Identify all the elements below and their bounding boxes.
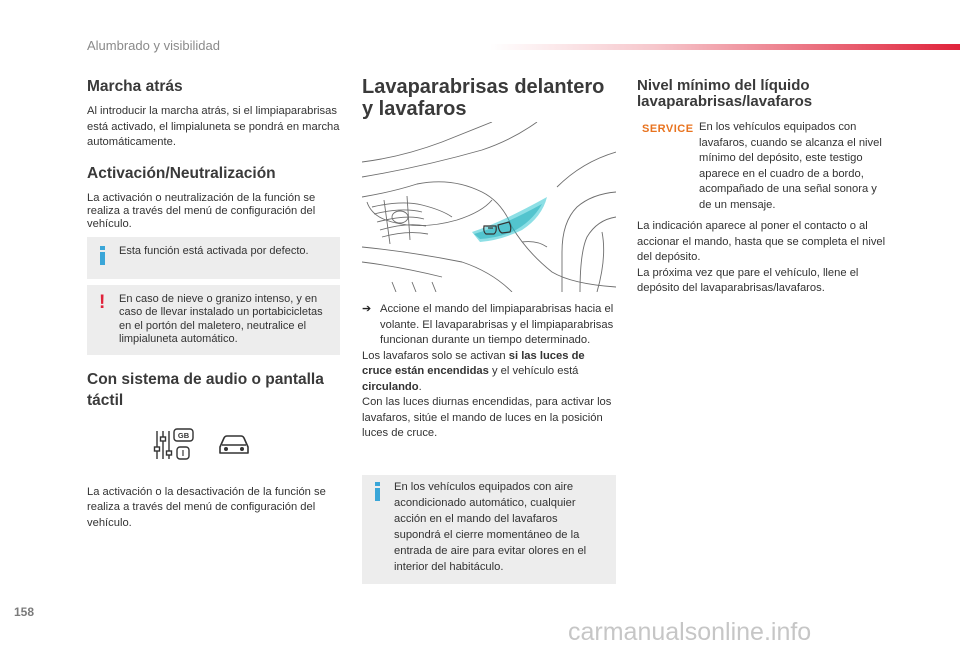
lavaparabrisas-title: Lavaparabrisas delantero y lavafaros [362, 76, 605, 120]
audio-title: Con sistema de audio o pantalla táctil [87, 370, 324, 409]
info-icon [375, 482, 380, 501]
service-warning-icon: SERVICE [642, 123, 694, 135]
badge-i: I [181, 448, 185, 458]
nivel-minimo-title: Nivel mínimo del líquido lavaparabrisas/lavafaros [637, 77, 813, 110]
info-note [87, 237, 340, 279]
activacion-text: La activación o neutralización de la función se realiza a través del menú de configuración del vehículo. [87, 191, 316, 230]
instruction-text: Accione el mando del limpiaparabrisas hacia el volante. El lavaparabrisas y el limpiaparabrisas funcionan durante un tiempo determinado. [380, 303, 614, 346]
column-middle [362, 76, 616, 584]
column-left [87, 78, 340, 531]
indicacion-text: La indicación aparece al poner el contacto o al accionar el mando, hasta que se completa el nivel del depósito. [637, 220, 886, 263]
watermark: carmanualsonline.info [568, 618, 812, 646]
page-number: 158 [14, 605, 35, 619]
warning-note-text: En caso de nieve o granizo intenso, y en caso de llevar instalado un portabicicletas en el portón del maletero, neutralice el limpialuneta automático. [119, 292, 323, 345]
car-icon [217, 433, 251, 457]
activacion-title: Activación/Neutralización [87, 164, 276, 182]
proxima-text: La próxima vez que pare el vehículo, llene el depósito del lavaparabrisas/lavafaros. [637, 266, 859, 294]
config-icons [153, 427, 340, 467]
marcha-atras-text: Al introducir la marcha atrás, si el limpiaparabrisas está activado, el limpialuneta se pondrá en marcha automáticamente. [87, 105, 340, 148]
badge-gb: GB [177, 430, 190, 440]
settings-sliders-icon [153, 427, 195, 463]
marcha-atras-title: Marcha atrás [87, 78, 183, 95]
info-icon [100, 246, 105, 265]
diurnas-text: Con las luces diurnas encendidas, para activar los lavafaros, sitúe el mando de luces en la posición luces de cruce. [362, 396, 612, 439]
service-text: En los vehículos equipados con lavafaros, cuando se alcanza el nivel mínimo del depósito, este testigo aparece en el cuadro de a bordo, acompañado de una señal sonora y de un mensaje. [699, 121, 882, 211]
audio-text: La activación o la desactivación de la función se realiza a través del menú de configuración del vehículo. [87, 485, 326, 529]
header-bar [490, 44, 960, 50]
header-title: Alumbrado y visibilidad [87, 38, 220, 53]
column-right [637, 78, 892, 297]
info-note-ac [362, 475, 616, 584]
lavafaros-text: Los lavafaros solo se activan si las luces de cruce están encendidas y el vehículo está circulando. [362, 349, 585, 393]
info-note-text: Esta función está activada por defecto. [119, 244, 309, 257]
warning-note [87, 285, 340, 355]
info-note-ac-text: En los vehículos equipados con aire acondicionado automático, cualquier acción en el mando del lavafaros supondrá el cierre momentáneo de la entrada de aire para evitar olores en el interior del habitáculo. [394, 480, 587, 573]
car-front-illustration [362, 122, 616, 292]
arrow-right-icon: ➔ [362, 303, 372, 315]
instruction-bullet [362, 302, 616, 349]
warning-icon: ! [99, 291, 106, 313]
